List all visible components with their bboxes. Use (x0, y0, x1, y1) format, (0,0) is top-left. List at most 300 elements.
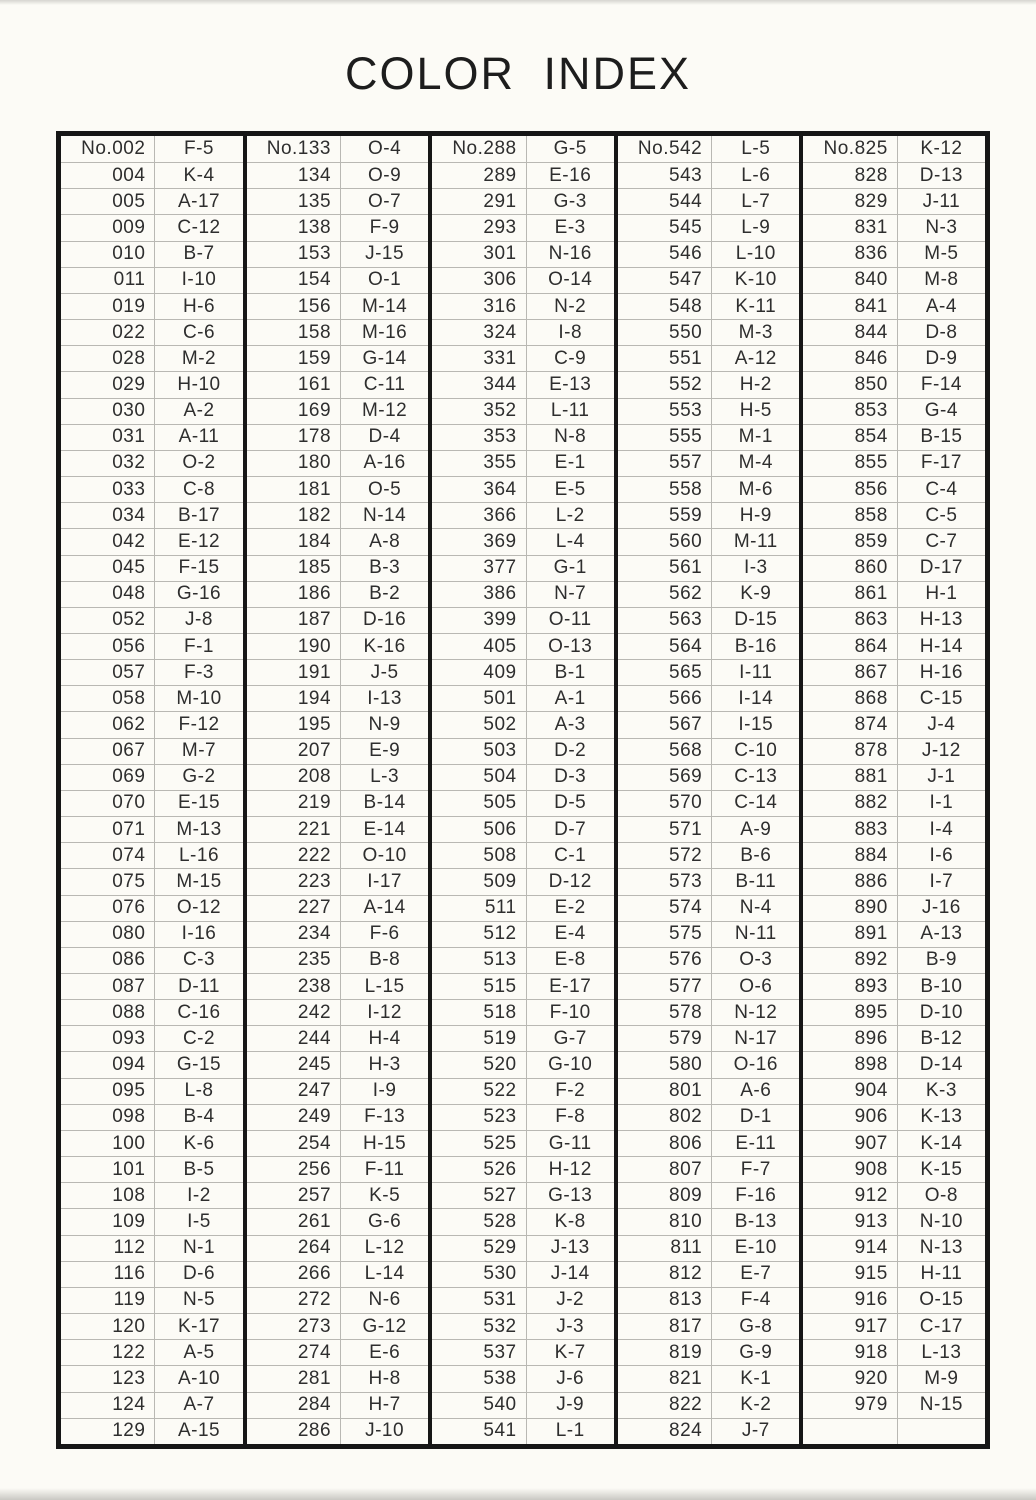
table-row (61, 293, 243, 319)
color-number-cell: 520 (432, 1052, 526, 1077)
table-row (618, 1365, 800, 1391)
color-number-cell: 501 (432, 686, 526, 711)
color-code-cell: E-9 (369, 740, 401, 762)
color-code-cell: B-10 (920, 975, 963, 997)
color-code-cell: A-5 (183, 1341, 215, 1363)
table-row (432, 319, 614, 345)
color-number-cell: 273 (247, 1314, 341, 1339)
table-row (432, 476, 614, 502)
table-row (61, 1130, 243, 1156)
color-code-cell: O-2 (182, 452, 216, 474)
table-row (61, 1261, 243, 1287)
color-code-cell: H-6 (182, 295, 216, 317)
color-number-cell: 546 (618, 242, 712, 267)
color-number-cell: 821 (618, 1366, 712, 1391)
table-row (247, 319, 429, 345)
color-number-cell: 807 (618, 1157, 712, 1182)
color-number-cell: 075 (61, 869, 155, 894)
table-row (432, 711, 614, 737)
color-number-cell: 101 (61, 1157, 155, 1182)
color-index-table (56, 131, 990, 1449)
color-code-cell: M-4 (738, 452, 773, 474)
color-number-cell: No.825 (803, 136, 897, 162)
table-row (803, 188, 985, 214)
color-number-cell: 355 (432, 451, 526, 476)
table-row (618, 188, 800, 214)
color-code-cell: M-12 (361, 400, 408, 422)
color-code-cell: B-14 (363, 792, 406, 814)
color-number-cell: 281 (247, 1366, 341, 1391)
page-title: COLOR INDEX (344, 48, 692, 99)
color-code-cell: F-1 (184, 635, 214, 657)
table-row (618, 1392, 800, 1418)
color-number-cell: 100 (61, 1131, 155, 1156)
color-number-cell: 898 (803, 1052, 897, 1077)
color-number-cell: 515 (432, 974, 526, 999)
table-row (803, 1313, 985, 1339)
color-number-cell: 245 (247, 1052, 341, 1077)
color-code-cell: J-8 (185, 609, 213, 631)
color-code-cell: L-12 (364, 1237, 405, 1259)
table-row (803, 816, 985, 842)
color-number-cell: 829 (803, 189, 897, 214)
color-number-cell: 563 (618, 608, 712, 633)
color-number-cell: 519 (432, 1026, 526, 1051)
color-number-cell: 301 (432, 242, 526, 267)
color-number-cell: 080 (61, 922, 155, 947)
table-row (803, 895, 985, 921)
table-row (618, 659, 800, 685)
color-number-cell: 284 (247, 1393, 341, 1418)
table-row (61, 973, 243, 999)
color-number-cell: 874 (803, 712, 897, 737)
color-number-cell: 893 (803, 974, 897, 999)
color-number-cell: 158 (247, 320, 341, 345)
table-row (432, 371, 614, 397)
color-number-cell: 867 (803, 660, 897, 685)
color-code-cell: G-11 (548, 1132, 592, 1154)
table-row (432, 607, 614, 633)
table-row (247, 1339, 429, 1365)
color-code-cell: J-3 (556, 1315, 585, 1337)
color-number-cell: 306 (432, 268, 526, 293)
table-row (61, 999, 243, 1025)
color-number-cell: 553 (618, 399, 712, 424)
table-row (432, 1104, 614, 1130)
table-row (618, 685, 800, 711)
color-code-cell: F-5 (184, 138, 214, 160)
table-row (803, 319, 985, 345)
color-number-cell: 056 (61, 634, 155, 659)
color-number-cell: 822 (618, 1393, 712, 1418)
color-number-cell: 532 (432, 1314, 526, 1339)
color-code-cell: B-9 (925, 949, 957, 971)
color-number-cell: 864 (803, 634, 897, 659)
color-code-cell: C-1 (554, 844, 587, 866)
color-code-cell: G-16 (176, 583, 222, 605)
table-column-group (614, 136, 800, 1444)
table-row (247, 1392, 429, 1418)
color-number-cell: 518 (432, 1000, 526, 1025)
color-number-cell: 122 (61, 1340, 155, 1365)
color-code-cell: F-15 (178, 557, 220, 579)
color-code-cell: I-4 (929, 818, 954, 840)
table-row (432, 1287, 614, 1313)
color-number-cell: 573 (618, 869, 712, 894)
table-row (61, 868, 243, 894)
table-row (803, 1392, 985, 1418)
color-code-cell: E-3 (554, 217, 586, 239)
table-row (432, 528, 614, 554)
color-number-cell: 186 (247, 582, 341, 607)
table-row (803, 1130, 985, 1156)
table-row (247, 371, 429, 397)
table-row (432, 162, 614, 188)
table-row (247, 1313, 429, 1339)
color-code-cell: N-1 (182, 1237, 216, 1259)
color-number-cell: 011 (61, 268, 155, 293)
color-number-cell: 559 (618, 503, 712, 528)
table-row (432, 1418, 614, 1444)
table-row (247, 764, 429, 790)
color-number-cell: 272 (247, 1288, 341, 1313)
color-number-cell: 567 (618, 712, 712, 737)
color-number-cell: 920 (803, 1366, 897, 1391)
color-number-cell: 917 (803, 1314, 897, 1339)
table-row (61, 136, 243, 162)
table-row (618, 1156, 800, 1182)
color-code-cell: K-3 (925, 1080, 957, 1102)
color-code-cell: D-1 (739, 1106, 772, 1128)
color-code-cell: G-8 (739, 1315, 773, 1337)
color-code-cell: E-10 (734, 1237, 777, 1259)
color-code-cell: E-14 (363, 818, 406, 840)
color-number-cell: 238 (247, 974, 341, 999)
color-number-cell: 574 (618, 896, 712, 921)
table-row (432, 1235, 614, 1261)
table-row (618, 842, 800, 868)
table-row (61, 1025, 243, 1051)
color-code-cell: J-7 (741, 1420, 770, 1442)
color-code-cell: J-15 (365, 243, 405, 265)
table-row (61, 711, 243, 737)
color-code-cell: A-2 (183, 400, 215, 422)
color-code-cell: A-8 (369, 530, 401, 552)
color-code-cell: A-11 (178, 426, 220, 448)
table-row (618, 371, 800, 397)
table-row (247, 555, 429, 581)
color-code-cell (898, 1419, 985, 1444)
table-row (803, 1078, 985, 1104)
color-number-cell: 178 (247, 425, 341, 450)
table-row (61, 1156, 243, 1182)
color-number-cell: 543 (618, 163, 712, 188)
color-code-cell: L-4 (555, 530, 585, 552)
table-row (61, 659, 243, 685)
color-number-cell: 219 (247, 791, 341, 816)
color-code-cell: D-9 (925, 347, 958, 369)
color-code-cell: M-7 (181, 740, 217, 762)
table-row (61, 921, 243, 947)
color-number-cell: 244 (247, 1026, 341, 1051)
table-row (247, 1051, 429, 1077)
color-code-cell: A-12 (734, 347, 777, 369)
table-row (618, 214, 800, 240)
table-row (618, 581, 800, 607)
table-row (803, 162, 985, 188)
table-row (618, 1051, 800, 1077)
table-row (803, 398, 985, 424)
color-number-cell: 914 (803, 1236, 897, 1261)
color-number-cell: 890 (803, 896, 897, 921)
table-row (247, 214, 429, 240)
table-row (803, 842, 985, 868)
table-row (432, 214, 614, 240)
table-row (803, 214, 985, 240)
table-row (247, 633, 429, 659)
table-row (432, 267, 614, 293)
color-code-cell: I-14 (738, 687, 774, 709)
color-code-cell: K-13 (920, 1106, 963, 1128)
table-row (803, 1104, 985, 1130)
color-number-cell: 560 (618, 529, 712, 554)
color-number-cell: 906 (803, 1105, 897, 1130)
color-number-cell: 861 (803, 582, 897, 607)
color-number-cell: 859 (803, 529, 897, 554)
color-code-cell: O-15 (919, 1289, 964, 1311)
color-code-cell: M-8 (924, 269, 959, 291)
color-number-cell: 159 (247, 346, 341, 371)
color-code-cell: D-15 (734, 609, 778, 631)
table-row (247, 1235, 429, 1261)
color-number-cell: 058 (61, 686, 155, 711)
table-row (61, 738, 243, 764)
table-row (247, 293, 429, 319)
color-number-cell: 242 (247, 1000, 341, 1025)
color-code-cell: D-6 (182, 1263, 216, 1285)
table-row (61, 1313, 243, 1339)
table-row (61, 267, 243, 293)
color-code-cell: L-3 (370, 766, 400, 788)
color-number-cell: 806 (618, 1131, 712, 1156)
color-code-cell: C-3 (182, 949, 216, 971)
color-code-cell: E-7 (740, 1263, 772, 1285)
color-code-cell: D-13 (919, 164, 963, 186)
color-number-cell: 154 (247, 268, 341, 293)
table-row (618, 1130, 800, 1156)
color-number-cell: 316 (432, 294, 526, 319)
color-number-cell: 009 (61, 215, 155, 240)
table-row (247, 1130, 429, 1156)
color-number-cell: 575 (618, 922, 712, 947)
color-number-cell: 552 (618, 372, 712, 397)
color-number-cell: 286 (247, 1419, 341, 1444)
color-code-cell: H-3 (368, 1054, 401, 1076)
color-code-cell: B-8 (369, 949, 401, 971)
color-code-cell: H-10 (177, 373, 221, 395)
color-code-cell: E-2 (554, 897, 586, 919)
color-number-cell: 881 (803, 765, 897, 790)
table-row (61, 1078, 243, 1104)
color-code-cell: N-5 (182, 1289, 216, 1311)
table-row (618, 398, 800, 424)
color-code-cell: O-6 (739, 975, 773, 997)
color-number-cell: 568 (618, 739, 712, 764)
color-number-cell: 187 (247, 608, 341, 633)
table-column-group (61, 136, 243, 1444)
color-code-cell: D-16 (363, 609, 407, 631)
color-number-cell: 254 (247, 1131, 341, 1156)
color-number-cell: 222 (247, 843, 341, 868)
color-number-cell: 819 (618, 1340, 712, 1365)
color-number-cell: 913 (803, 1209, 897, 1234)
table-row (61, 450, 243, 476)
table-row (803, 868, 985, 894)
color-code-cell: N-2 (554, 295, 587, 317)
color-code-cell: C-10 (734, 740, 778, 762)
table-row (247, 136, 429, 162)
color-number-cell: 247 (247, 1079, 341, 1104)
table-row (61, 1235, 243, 1261)
table-row (803, 999, 985, 1025)
color-code-cell: N-3 (925, 217, 958, 239)
table-row (618, 267, 800, 293)
color-number-cell: 221 (247, 817, 341, 842)
table-row (803, 1287, 985, 1313)
table-row (803, 607, 985, 633)
color-number-cell: 508 (432, 843, 526, 868)
table-row (618, 895, 800, 921)
color-number-cell: 208 (247, 765, 341, 790)
table-row (432, 555, 614, 581)
color-number-cell: 812 (618, 1262, 712, 1287)
color-code-cell: A-14 (363, 897, 406, 919)
table-row (247, 685, 429, 711)
color-number-cell: 513 (432, 948, 526, 973)
color-code-cell: J-14 (550, 1263, 590, 1285)
table-row (247, 842, 429, 868)
table-column-group (799, 136, 985, 1444)
color-code-cell: B-7 (183, 243, 215, 265)
table-row (803, 764, 985, 790)
color-code-cell: O-7 (368, 190, 402, 212)
table-row (247, 738, 429, 764)
color-code-cell: M-5 (924, 243, 959, 265)
color-number-cell: 882 (803, 791, 897, 816)
table-row (618, 1287, 800, 1313)
color-code-cell: B-2 (369, 583, 401, 605)
color-number-cell: 558 (618, 477, 712, 502)
color-number-cell: 801 (618, 1079, 712, 1104)
color-number-cell: 541 (432, 1419, 526, 1444)
table-row (247, 921, 429, 947)
color-number-cell: 537 (432, 1340, 526, 1365)
table-row (432, 293, 614, 319)
color-number-cell: 566 (618, 686, 712, 711)
color-code-cell: D-2 (554, 740, 587, 762)
table-row (61, 502, 243, 528)
color-number-cell: 529 (432, 1236, 526, 1261)
color-number-cell: 503 (432, 739, 526, 764)
table-row (618, 633, 800, 659)
color-code-cell: D-8 (925, 321, 958, 343)
table-row (432, 241, 614, 267)
color-number-cell: 048 (61, 582, 155, 607)
color-number-cell: 070 (61, 791, 155, 816)
table-row (803, 1156, 985, 1182)
color-code-cell: F-6 (369, 923, 400, 945)
color-code-cell: K-12 (920, 138, 963, 160)
color-number-cell: 891 (803, 922, 897, 947)
color-code-cell: M-2 (181, 347, 217, 369)
color-code-cell: N-8 (554, 426, 587, 448)
color-code-cell: A-10 (177, 1367, 221, 1389)
table-row (803, 450, 985, 476)
color-number-cell: 223 (247, 869, 341, 894)
color-code-cell: A-9 (740, 818, 772, 840)
table-row (618, 738, 800, 764)
color-code-cell: E-15 (177, 792, 221, 814)
table-row (432, 764, 614, 790)
color-code-cell: L-1 (555, 1420, 585, 1442)
color-number-cell: 234 (247, 922, 341, 947)
color-code-cell: I-8 (558, 321, 583, 343)
table-row (61, 1182, 243, 1208)
table-row (803, 1208, 985, 1234)
color-number-cell: 883 (803, 817, 897, 842)
table-row (803, 502, 985, 528)
color-code-cell: M-6 (738, 478, 773, 500)
table-row (247, 1287, 429, 1313)
color-code-cell: N-7 (554, 583, 587, 605)
table-row (432, 947, 614, 973)
color-code-cell: B-4 (183, 1106, 215, 1128)
color-number-cell: 547 (618, 268, 712, 293)
color-code-cell: F-11 (364, 1158, 405, 1180)
color-code-cell: M-10 (176, 687, 222, 709)
color-number-cell: 094 (61, 1052, 155, 1077)
color-number-cell: 907 (803, 1131, 897, 1156)
color-number-cell: 289 (432, 163, 526, 188)
color-code-cell: B-11 (735, 870, 777, 892)
table-row (618, 476, 800, 502)
table-row (803, 790, 985, 816)
color-number-cell: 386 (432, 582, 526, 607)
color-code-cell: E-17 (549, 975, 592, 997)
color-code-cell: D-4 (368, 426, 401, 448)
color-code-cell: L-10 (735, 243, 776, 265)
color-number-cell: 399 (432, 608, 526, 633)
scan-edge-bottom (0, 1488, 1036, 1500)
color-number-cell: 264 (247, 1236, 341, 1261)
color-code-cell: H-16 (919, 661, 963, 683)
table-row (618, 1418, 800, 1444)
color-number-cell: 841 (803, 294, 897, 319)
color-code-cell: O-13 (548, 635, 593, 657)
color-number-cell: 817 (618, 1314, 712, 1339)
table-row (803, 1235, 985, 1261)
color-code-cell: G-6 (368, 1210, 402, 1232)
color-code-cell: G-12 (362, 1315, 407, 1337)
table-row (247, 528, 429, 554)
table-row (247, 999, 429, 1025)
color-code-cell: I-11 (739, 661, 773, 683)
color-number-cell: 526 (432, 1157, 526, 1182)
color-number-cell: 052 (61, 608, 155, 633)
scan-edge-top (0, 0, 1036, 5)
table-row (618, 1339, 800, 1365)
color-code-cell: K-14 (920, 1132, 963, 1154)
